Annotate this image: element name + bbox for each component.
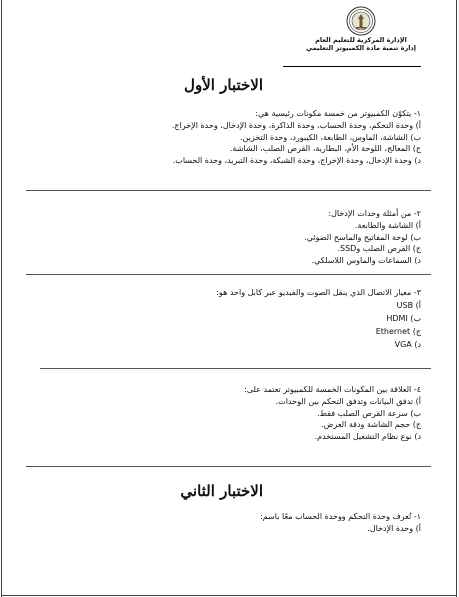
- option-a: أ) وحدة الإدخال.: [367, 523, 421, 533]
- question-1: [41, 108, 421, 167]
- header-line-2: إدارة تنمية مادة الكمبيوتر التعليمي: [305, 44, 416, 52]
- section-separator: [26, 466, 431, 467]
- test1-title: الاختبار الأول: [184, 76, 263, 94]
- question-stem: ٤- العلاقة بين المكونات الخمسة للكمبيوتر تعتمد على:: [244, 385, 421, 394]
- ministry-seal-icon: [346, 6, 376, 36]
- option-d: د) نوع نظام التشغيل المستخدم.: [314, 432, 421, 442]
- question-stem: ١- تُعرف وحدة التحكم ووحدة الحساب معًا باسم:: [260, 512, 421, 521]
- question-stem: ١- يتكوّن الكمبيوتر من خمسة مكونات رئيسية هي:: [255, 109, 421, 118]
- question-3: [41, 286, 421, 351]
- question-stem: ٢- من أمثلة وحدات الإدخال:: [328, 209, 421, 218]
- test2-title: الاختبار الثاني: [180, 482, 263, 500]
- page-border-bottom: [1, 595, 457, 596]
- page-border-right: [456, 0, 457, 597]
- option-c: Ethernet (ج: [375, 327, 421, 336]
- option-a: أ) وحدة التحكم، وحدة الحساب، وحدة الذاكرة، وحدة الإدخال، وحدة الإخراج.: [171, 120, 421, 130]
- option-a: USB (أ: [396, 301, 421, 310]
- header-divider: [283, 66, 421, 67]
- question-stem: ٣- معيار الاتصال الذي ينقل الصوت والفيديو عبر كابل واحد هو:: [216, 288, 421, 297]
- page-border-left: [1, 0, 2, 597]
- option-a: أ) الشاشة والطابعة.: [354, 220, 421, 230]
- option-d: VGA (د: [394, 340, 421, 349]
- option-c: ج) المعالج، اللوحة الأم، البطارية، القرص الصلب، الشاشة.: [229, 144, 421, 154]
- question-separator: [40, 368, 431, 369]
- document-header: [301, 6, 421, 52]
- option-c: ج) القرص الصلب وSSD.: [337, 244, 421, 254]
- option-b: HDMI (ب: [386, 314, 421, 323]
- question-1: [41, 511, 421, 535]
- option-b: ب) الشاشة، الماوس، الطابعة، الكيبورد، وحدة التخزين.: [239, 132, 421, 142]
- question-separator: [26, 190, 431, 191]
- option-a: أ) تدفق البيانات وتدفق التحكم بين الوحدات.: [275, 396, 421, 406]
- question-2: [41, 208, 421, 267]
- option-c: ج) حجم الشاشة ودقة العرض.: [321, 420, 421, 430]
- option-d: د) وحدة الإدخال، وحدة الإخراج، وحدة الشبكة، وحدة التبريد، وحدة الحساب.: [172, 156, 421, 166]
- option-b: ب) لوحة المفاتيح والماسح الضوئي.: [304, 232, 421, 242]
- option-d: د) السماعات والماوس اللاسلكي.: [311, 256, 421, 266]
- option-b: ب) سرعة القرص الصلب فقط.: [317, 408, 421, 418]
- header-line-1: الإدارة المركزية للتعليم العام: [315, 36, 407, 44]
- question-4: [41, 384, 421, 443]
- question-separator: [26, 274, 431, 275]
